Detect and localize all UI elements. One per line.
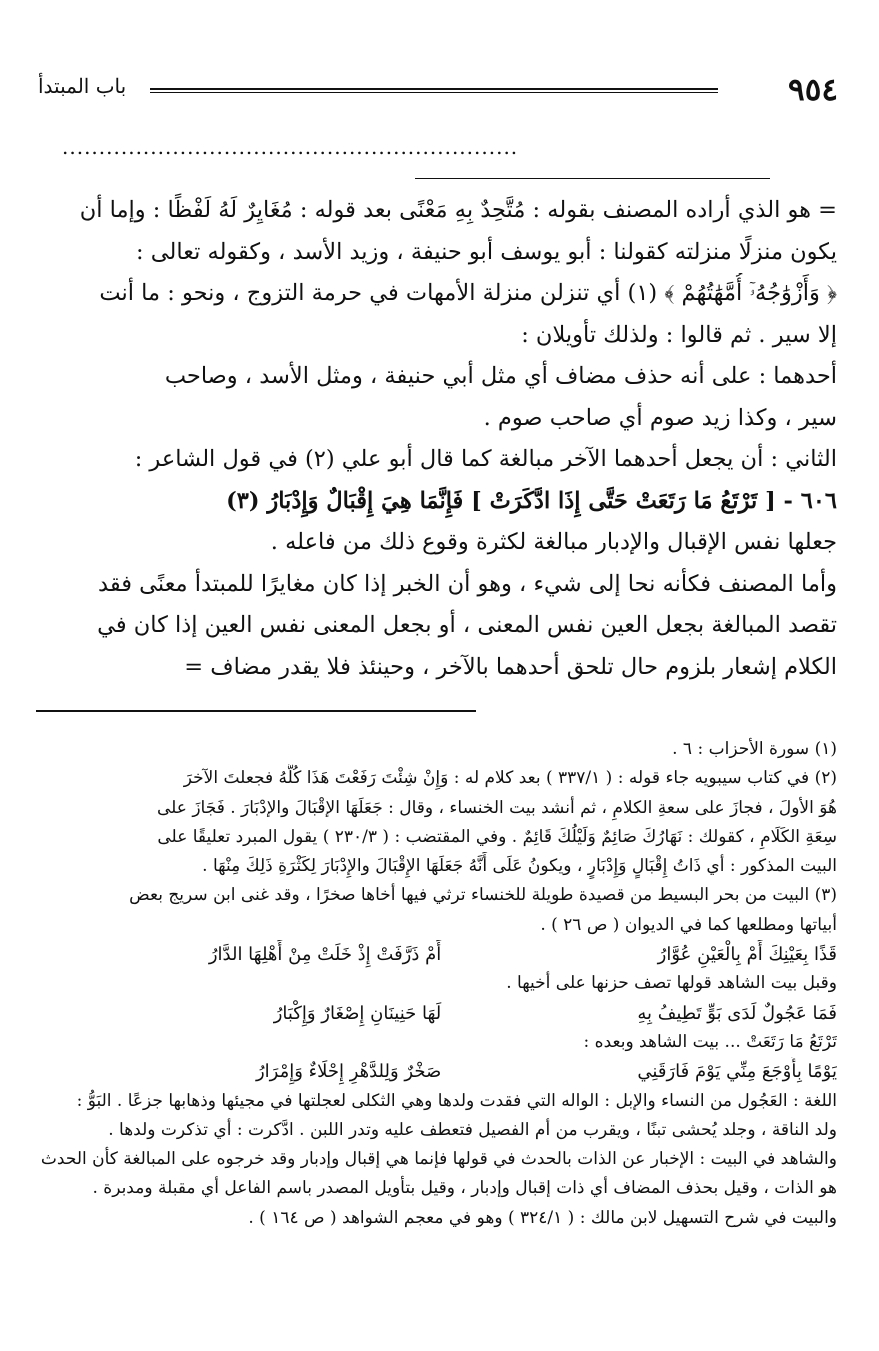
main-line: يكون منزلًا منزلته كقولنا : أبو يوسف أبو حنيفة ، وزيد الأسد ، وكقوله تعالى :: [136, 238, 837, 265]
footnote-line: سِعَةِ الكَلَامِ ، كقولك : نَهَارُكَ صَائِمٌ وَلَيْلُكَ قَائِمٌ . وفي المقتضب : ( ٢٣٠/٣ ) يقول المبرد تعليقًا على: [157, 826, 837, 847]
verse: [37, 1057, 837, 1086]
footnote-line: البيت المذكور : أي ذَاتُ إِقْبَالٍ وَإِدْبَارٍ ، ويكونُ عَلَى أَنَّهُ جَعَلَهَا الإِقْبَالَ والإِدْبَارَ لِكَثْرَةِ ذَلِكَ مِنْهَا .: [202, 856, 837, 877]
footnote-line: أبياتها ومطلعها كما في الديوان ( ص ٢٦ ) .: [540, 914, 837, 935]
main-line: أحدهما : على أنه حذف مضاف أي مثل أبي حنيفة ، ومثل الأسد ، وصاحب: [164, 363, 837, 389]
footnote-line: والبيت في شرح التسهيل لابن مالك : ( ٣٢٤/١ ) وهو في معجم الشواهد ( ص ١٦٤ ) .: [248, 1207, 837, 1228]
verse-first-half: قَذًا بِعَيْنِكَ أَمْ بِالْعَيْنِ عُوَّارُ: [657, 944, 837, 966]
footnote-line: والشاهد في البيت : الإخبار عن الذات بالحدث في قولها فإنما هي إقبال وإدبار وقد خرجوه على المبالغة كأن الحدث: [40, 1149, 837, 1170]
main-line: سير ، وكذا زيد صوم أي صاحب صوم .: [483, 404, 837, 431]
main-line: تقصد المبالغة بجعل العين نفس المعنى ، أو بجعل المعنى نفس العين إذا كان في: [97, 612, 837, 638]
main-line: الثاني : أن يجعل أحدهما الآخر مبالغة كما قال أبو علي (٢) في قول الشاعر :: [134, 446, 837, 472]
footnote-line: وقبل بيت الشاهد قولها تصف حزنها على أخيها .: [506, 973, 837, 994]
footnote-separator: [36, 710, 476, 714]
header-rule: [150, 88, 718, 93]
verse: [37, 940, 837, 969]
verse-first-half: يَوْمًا بِأَوْجَعَ مِنِّي يَوْمَ فَارَقَنِي: [637, 1061, 837, 1083]
footnote-line: (١) سورة الأحزاب : ٦ .: [672, 739, 837, 759]
main-line: جعلها نفس الإقبال والإدبار مبالغة لكثرة وقوع ذلك من فاعله .: [270, 529, 837, 555]
footnote-line: اللغة : العَجُول من النساء والإبل : الواله التي فقدت ولدها وهي الثكلى لعجلتها في مجيئها وذهابها جزعًا . البَوُّ :: [76, 1090, 837, 1111]
verse-second-half: أَمْ ذَرَّفَتْ إِذْ خَلَتْ مِنْ أَهْلِهَا الدَّارُ: [208, 944, 442, 966]
footnote-line: هو الذات ، وقيل بحذف المضاف أي ذات إقبال وإدبار ، وقيل بتأويل المصدر باسم الفاعل أي مقبلة ومدبرة .: [92, 1178, 837, 1199]
footnote-line: (٣) البيت من بحر البسيط من قصيدة طويلة للخنساء ترثي فيها أخاها صخرًا ، وقد غنى ابن سريج بعض: [129, 885, 837, 906]
verse-second-half: صَخْرٌ وَلِلدَّهْرِ إِحْلَاءٌ وَإِمْرَارُ: [255, 1061, 442, 1083]
chapter-title: باب المبتدأ: [38, 74, 127, 98]
main-text: [42, 190, 837, 688]
footnote-line: تَرْتَعُ مَا رَتَعَتْ ... بيت الشاهد وبعده :: [583, 1031, 837, 1052]
page-header: [38, 70, 838, 110]
verse-first-half: فَمَا عَجُولٌ لَدَى بَوٍّ تَطِيفُ بِهِ: [637, 1002, 837, 1024]
footnotes: [37, 735, 837, 1233]
main-line: الكلام إشعار بلزوم حال تلحق أحدهما بالآخر ، وحينئذ فلا يقدر مضاف =: [184, 653, 837, 680]
main-line: ﴿ وَأَزْوَٰجُهُۥٓ أُمَّهَٰتُهُمْ ﴾ (١) أي تنزلن منزلة الأمهات في حرمة التزوج ، ونحو : ما أنت: [99, 280, 837, 306]
verse-second-half: لَهَا حَنِينَانِ إِصْغَارٌ وَإِكْبَارُ: [273, 1002, 442, 1024]
main-line: = هو الذي أراده المصنف بقوله : مُتَّحِدٌ بِهِ مَعْنًى بعد قوله : مُغَايِرٌ لَهُ لَفْظًا : وإما أن: [79, 197, 837, 223]
verse: [37, 999, 837, 1028]
top-rule: [415, 178, 770, 179]
main-line: إلا سير . ثم قالوا : ولذلك تأويلان :: [521, 321, 837, 348]
poetry-line: ٦٠٦ - [ تَرْتَعُ مَا رَتَعَتْ حَتَّى إِذَا ادَّكَرَتْ ] فَإِنَّمَا هِيَ إِقْبَالٌ وَإِدْبَارُ (٣): [226, 487, 837, 514]
footnote-line: (٢) في كتاب سيبويه جاء قوله : ( ٣٣٧/١ ) بعد كلام له : وَإِنْ شِئْتَ رَفَعْتَ هَذَا كُلَّهُ فجعلتَ الآخرَ: [183, 768, 837, 789]
footnote-line: ولد الناقة ، وجلد يُحشى تبنًا ، ويقرب من أم الفصيل فتعطف عليه وتدر اللبن . ادَّكرت : أي تذكرت ولدها .: [108, 1119, 837, 1140]
dotted-separator: ..............................................................: [62, 135, 519, 159]
main-line: وأما المصنف فكأنه نحا إلى شيء ، وهو أن الخبر إذا كان مغايرًا للمبتدأ معنًى فقد: [98, 570, 837, 597]
footnote-line: هُوَ الأولَ ، فجازَ على سعةِ الكلامِ ، ثم أنشد بيت الخنساء ، وقال : جَعَلَهَا الإقْبَالَ والإدْبَارَ . فَجَازَ على: [156, 797, 837, 818]
page-number: ٩٥٤: [788, 72, 838, 108]
